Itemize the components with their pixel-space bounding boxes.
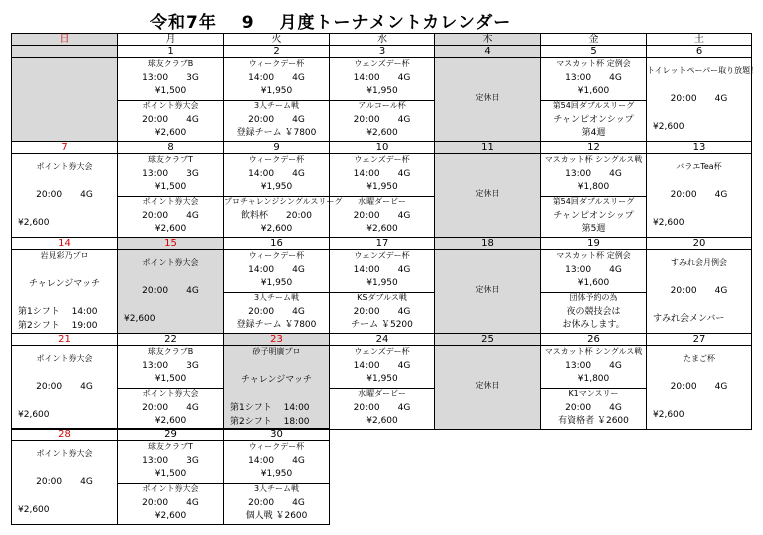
event-detail: 個人戦 ￥2600	[245, 511, 308, 521]
event-detail: 13:00 3G	[142, 169, 199, 179]
event-detail: 14:00 4G	[248, 169, 305, 179]
event-name: マスカット杯 シングルス戦	[544, 347, 643, 356]
day-number: 26	[540, 333, 647, 346]
event-detail: ¥1,800	[577, 182, 610, 192]
event-name: 定休日	[475, 93, 500, 102]
event-detail: ¥1,950	[366, 278, 398, 288]
event-detail: 20:00 4G	[142, 115, 199, 125]
event-name: ポイント券大会	[142, 101, 199, 110]
day-number: 25	[434, 333, 541, 346]
day-cell	[434, 345, 541, 430]
weekday-header: 日	[11, 33, 118, 46]
weekday-header: 月	[117, 33, 224, 46]
day-cell	[646, 57, 759, 142]
day-number: 2	[223, 45, 330, 58]
day-number: 23	[223, 333, 330, 346]
event-detail: 13:00 3G	[142, 73, 199, 83]
event-detail: 13:00 4G	[565, 361, 622, 371]
event-name: ウェンズデー杯	[354, 347, 410, 356]
event-name: プロチャレンジシングルスリーグ	[224, 197, 343, 206]
event-name: ポイント券大会	[142, 197, 199, 206]
event-name: 岩見彩乃プロ	[40, 251, 89, 260]
event-name: K1マンスリー	[568, 389, 619, 398]
event-detail: 20:00 4G	[353, 211, 411, 221]
event-name: バラエTea杯	[676, 162, 722, 171]
event-detail: ¥2,600	[366, 128, 398, 138]
weekday-header: 水	[329, 33, 435, 46]
day-number: 19	[540, 237, 647, 250]
event-detail: 13:00 4G	[565, 265, 622, 275]
event-detail: 20:00 4G	[36, 190, 93, 200]
day-number: 9	[223, 141, 330, 154]
event-detail: 第2シフト 18:00	[230, 417, 310, 427]
event-detail: ¥1,500	[154, 469, 187, 479]
event-name: 3人チーム戦	[253, 101, 300, 110]
event-detail: 14:00 4G	[353, 169, 411, 179]
day-number: 15	[117, 237, 224, 250]
day-number: 14	[11, 237, 118, 250]
event-detail: ¥2,600	[154, 511, 187, 521]
event-name: 3人チーム戦	[253, 484, 300, 493]
event-detail: 20:00 4G	[248, 307, 305, 317]
event-detail: 夜の競技会は	[566, 307, 621, 317]
event-detail: ¥2,600	[18, 505, 50, 515]
day-number: 21	[11, 333, 118, 346]
event-detail: 20:00 4G	[670, 94, 728, 104]
weekday-header: 火	[223, 33, 330, 46]
event-name: KSダブルス戦	[357, 293, 407, 302]
event-name: 定休日	[475, 381, 500, 390]
event-name: ウェンズデー杯	[354, 251, 410, 260]
event-detail: 20:00 4G	[670, 190, 728, 200]
weekday-header: 金	[540, 33, 647, 46]
day-cell	[540, 345, 647, 430]
empty-day-cell	[11, 57, 118, 142]
day-cell	[117, 440, 224, 525]
day-cell	[11, 153, 118, 238]
tournament-calendar	[11, 33, 759, 523]
event-detail: 20:00 4G	[142, 498, 199, 508]
day-number: 4	[434, 45, 541, 58]
event-name: 水曜ダービー	[358, 389, 406, 398]
event-name: ウィークデー杯	[248, 251, 305, 260]
day-cell	[223, 57, 330, 142]
day-cell	[540, 153, 647, 238]
day-cell	[11, 440, 118, 525]
event-name: ウィークデー杯	[248, 155, 305, 164]
event-detail: 20:00 4G	[142, 286, 199, 296]
day-number: 6	[646, 45, 752, 58]
day-number: 5	[540, 45, 647, 58]
event-detail: 14:00 4G	[248, 73, 305, 83]
day-number: 1	[117, 45, 224, 58]
event-detail: 20:00 4G	[353, 115, 411, 125]
day-number: 16	[223, 237, 330, 250]
day-number: 27	[646, 333, 752, 346]
event-name: アルコール杯	[358, 101, 406, 110]
event-name: ポイント券大会	[36, 162, 93, 171]
event-name: 球友クラブT	[148, 155, 193, 164]
day-number: 24	[329, 333, 435, 346]
event-detail: ¥2,600	[653, 122, 685, 132]
event-detail: お休みします。	[562, 320, 625, 330]
event-detail: 第1シフト 14:00	[230, 403, 310, 413]
event-detail: ¥1,800	[577, 374, 610, 384]
day-cell	[329, 153, 435, 238]
event-name: ポイント券大会	[142, 389, 199, 398]
event-name: 第54回ダブルスリーグ	[552, 197, 635, 206]
day-cell	[329, 345, 435, 430]
event-detail: 20:00 4G	[565, 403, 622, 413]
event-name: ウィークデー杯	[248, 442, 305, 451]
day-number: 12	[540, 141, 647, 154]
event-name: 3人チーム戦	[253, 293, 300, 302]
event-detail: 20:00 4G	[670, 382, 728, 392]
event-name: 団体予約の為	[569, 293, 618, 302]
event-detail: ¥2,600	[366, 416, 398, 426]
day-number: 11	[434, 141, 541, 154]
event-detail: 20:00 4G	[142, 403, 199, 413]
day-number: 8	[117, 141, 224, 154]
weekday-header: 土	[646, 33, 752, 46]
event-detail: ¥2,600	[18, 218, 50, 228]
event-detail: 13:00 4G	[565, 169, 622, 179]
event-name: 水曜ダービー	[358, 197, 406, 206]
day-cell	[223, 153, 343, 238]
day-number: 18	[434, 237, 541, 250]
event-detail: 20:00 4G	[142, 211, 199, 221]
event-detail: 20:00 4G	[36, 477, 93, 487]
day-cell	[117, 153, 224, 238]
day-cell	[117, 345, 224, 430]
event-detail: 飲料杯 20:00	[241, 211, 312, 221]
event-detail: ¥2,600	[154, 416, 187, 426]
event-detail: 20:00 4G	[353, 307, 411, 317]
day-cell	[117, 249, 224, 334]
event-detail: 14:00 4G	[248, 265, 305, 275]
event-detail: 第1シフト 14:00	[18, 307, 98, 317]
day-number: 29	[117, 428, 224, 441]
event-detail: ¥1,950	[366, 182, 398, 192]
day-number: 28	[11, 428, 118, 441]
event-detail: 有資格者 ￥2600	[558, 416, 629, 426]
event-detail: チャンピオンシップ	[553, 115, 634, 125]
event-name: ポイント券大会	[142, 484, 199, 493]
day-cell	[434, 57, 541, 142]
event-detail: ¥1,950	[260, 278, 293, 288]
event-name: ポイント券大会	[36, 449, 93, 458]
day-cell	[223, 249, 330, 334]
event-name: マスカット杯 シングルス戦	[544, 155, 643, 164]
event-detail: ¥2,600	[154, 224, 187, 234]
event-name: 定休日	[475, 285, 500, 294]
event-detail: 14:00 4G	[248, 456, 305, 466]
day-number: 3	[329, 45, 435, 58]
day-cell	[117, 57, 224, 142]
event-detail: 13:00 4G	[565, 73, 622, 83]
event-name: ウェンズデー杯	[354, 155, 410, 164]
event-detail: ¥1,950	[260, 182, 293, 192]
event-detail: 13:00 3G	[142, 361, 199, 371]
event-detail: ¥1,950	[366, 86, 398, 96]
day-cell	[223, 345, 330, 430]
event-detail: ¥2,600	[154, 128, 187, 138]
event-detail: 第4週	[581, 128, 606, 138]
day-number: 17	[329, 237, 435, 250]
event-detail: ¥1,600	[577, 278, 610, 288]
day-cell	[329, 57, 435, 142]
event-detail: 登録チーム ￥7800	[236, 320, 317, 330]
event-detail: ¥1,950	[366, 374, 398, 384]
event-name: 球友クラブT	[148, 442, 193, 451]
event-detail: 20:00 4G	[248, 115, 305, 125]
day-cell	[11, 345, 118, 430]
event-detail: チャンピオンシップ	[553, 211, 634, 221]
event-name: ポイント券大会	[142, 258, 199, 267]
day-cell	[434, 153, 541, 238]
day-number: 10	[329, 141, 435, 154]
event-detail: ¥2,600	[366, 224, 398, 234]
event-name: 第54回ダブルスリーグ	[552, 101, 635, 110]
event-name: マスカット杯 定例会	[556, 59, 631, 68]
event-name: すみれ会月例会	[671, 258, 727, 267]
event-name: ウェンズデー杯	[354, 59, 410, 68]
event-name: マスカット杯 定例会	[556, 251, 631, 260]
day-cell	[434, 249, 541, 334]
event-detail: ¥1,500	[154, 374, 187, 384]
event-name: 砂子明廣プロ	[252, 347, 301, 356]
event-detail: チーム ￥5200	[351, 320, 413, 330]
event-detail: 14:00 4G	[353, 265, 411, 275]
event-name: 球友クラブB	[147, 347, 194, 356]
event-detail: 20:00 4G	[353, 403, 411, 413]
event-detail: ¥2,600	[18, 410, 50, 420]
calendar-title: 令和7年 9 月度トーナメントカレンダー	[150, 13, 512, 33]
event-detail: 20:00 4G	[670, 286, 728, 296]
event-name: ウィークデー杯	[248, 59, 305, 68]
day-cell	[646, 345, 752, 430]
day-cell	[11, 249, 118, 334]
event-detail: ¥1,950	[260, 469, 293, 479]
event-detail: ¥2,600	[124, 314, 156, 324]
day-number: 20	[646, 237, 752, 250]
event-detail: ¥2,600	[653, 218, 685, 228]
event-name: 球友クラブB	[147, 59, 194, 68]
event-detail: 第2シフト 19:00	[18, 321, 98, 331]
day-number: 30	[223, 428, 330, 441]
day-cell	[646, 249, 752, 334]
event-detail: ¥1,600	[577, 86, 610, 96]
day-cell	[540, 57, 647, 142]
event-name: たまご杯	[683, 354, 715, 363]
event-detail: ¥2,600	[260, 224, 293, 234]
day-number: 13	[646, 141, 752, 154]
event-name: トイレットペーパー取り放題！	[647, 66, 759, 75]
event-detail: 20:00 4G	[248, 498, 305, 508]
event-detail: 20:00 4G	[36, 382, 93, 392]
event-detail: 14:00 4G	[353, 73, 411, 83]
day-cell	[223, 440, 330, 525]
event-detail: ¥1,500	[154, 86, 187, 96]
event-detail: 第5週	[581, 224, 606, 234]
event-detail: 13:00 3G	[142, 456, 199, 466]
day-cell	[646, 153, 752, 238]
event-detail: ¥1,950	[260, 86, 293, 96]
event-detail: チャレンジマッチ	[241, 375, 312, 385]
event-detail: 14:00 4G	[353, 361, 411, 371]
event-name: 定休日	[475, 189, 500, 198]
event-detail: 登録チーム ￥7800	[236, 128, 317, 138]
day-number: 22	[117, 333, 224, 346]
day-cell	[540, 249, 647, 334]
event-detail: すみれ会メンバー	[653, 314, 725, 324]
day-number: 7	[11, 141, 118, 154]
event-detail: ¥2,600	[653, 410, 685, 420]
day-cell	[329, 249, 435, 334]
event-name: ポイント券大会	[36, 354, 93, 363]
weekday-header: 木	[434, 33, 541, 46]
event-detail: ¥1,500	[154, 182, 187, 192]
event-detail: チャレンジマッチ	[29, 279, 100, 289]
